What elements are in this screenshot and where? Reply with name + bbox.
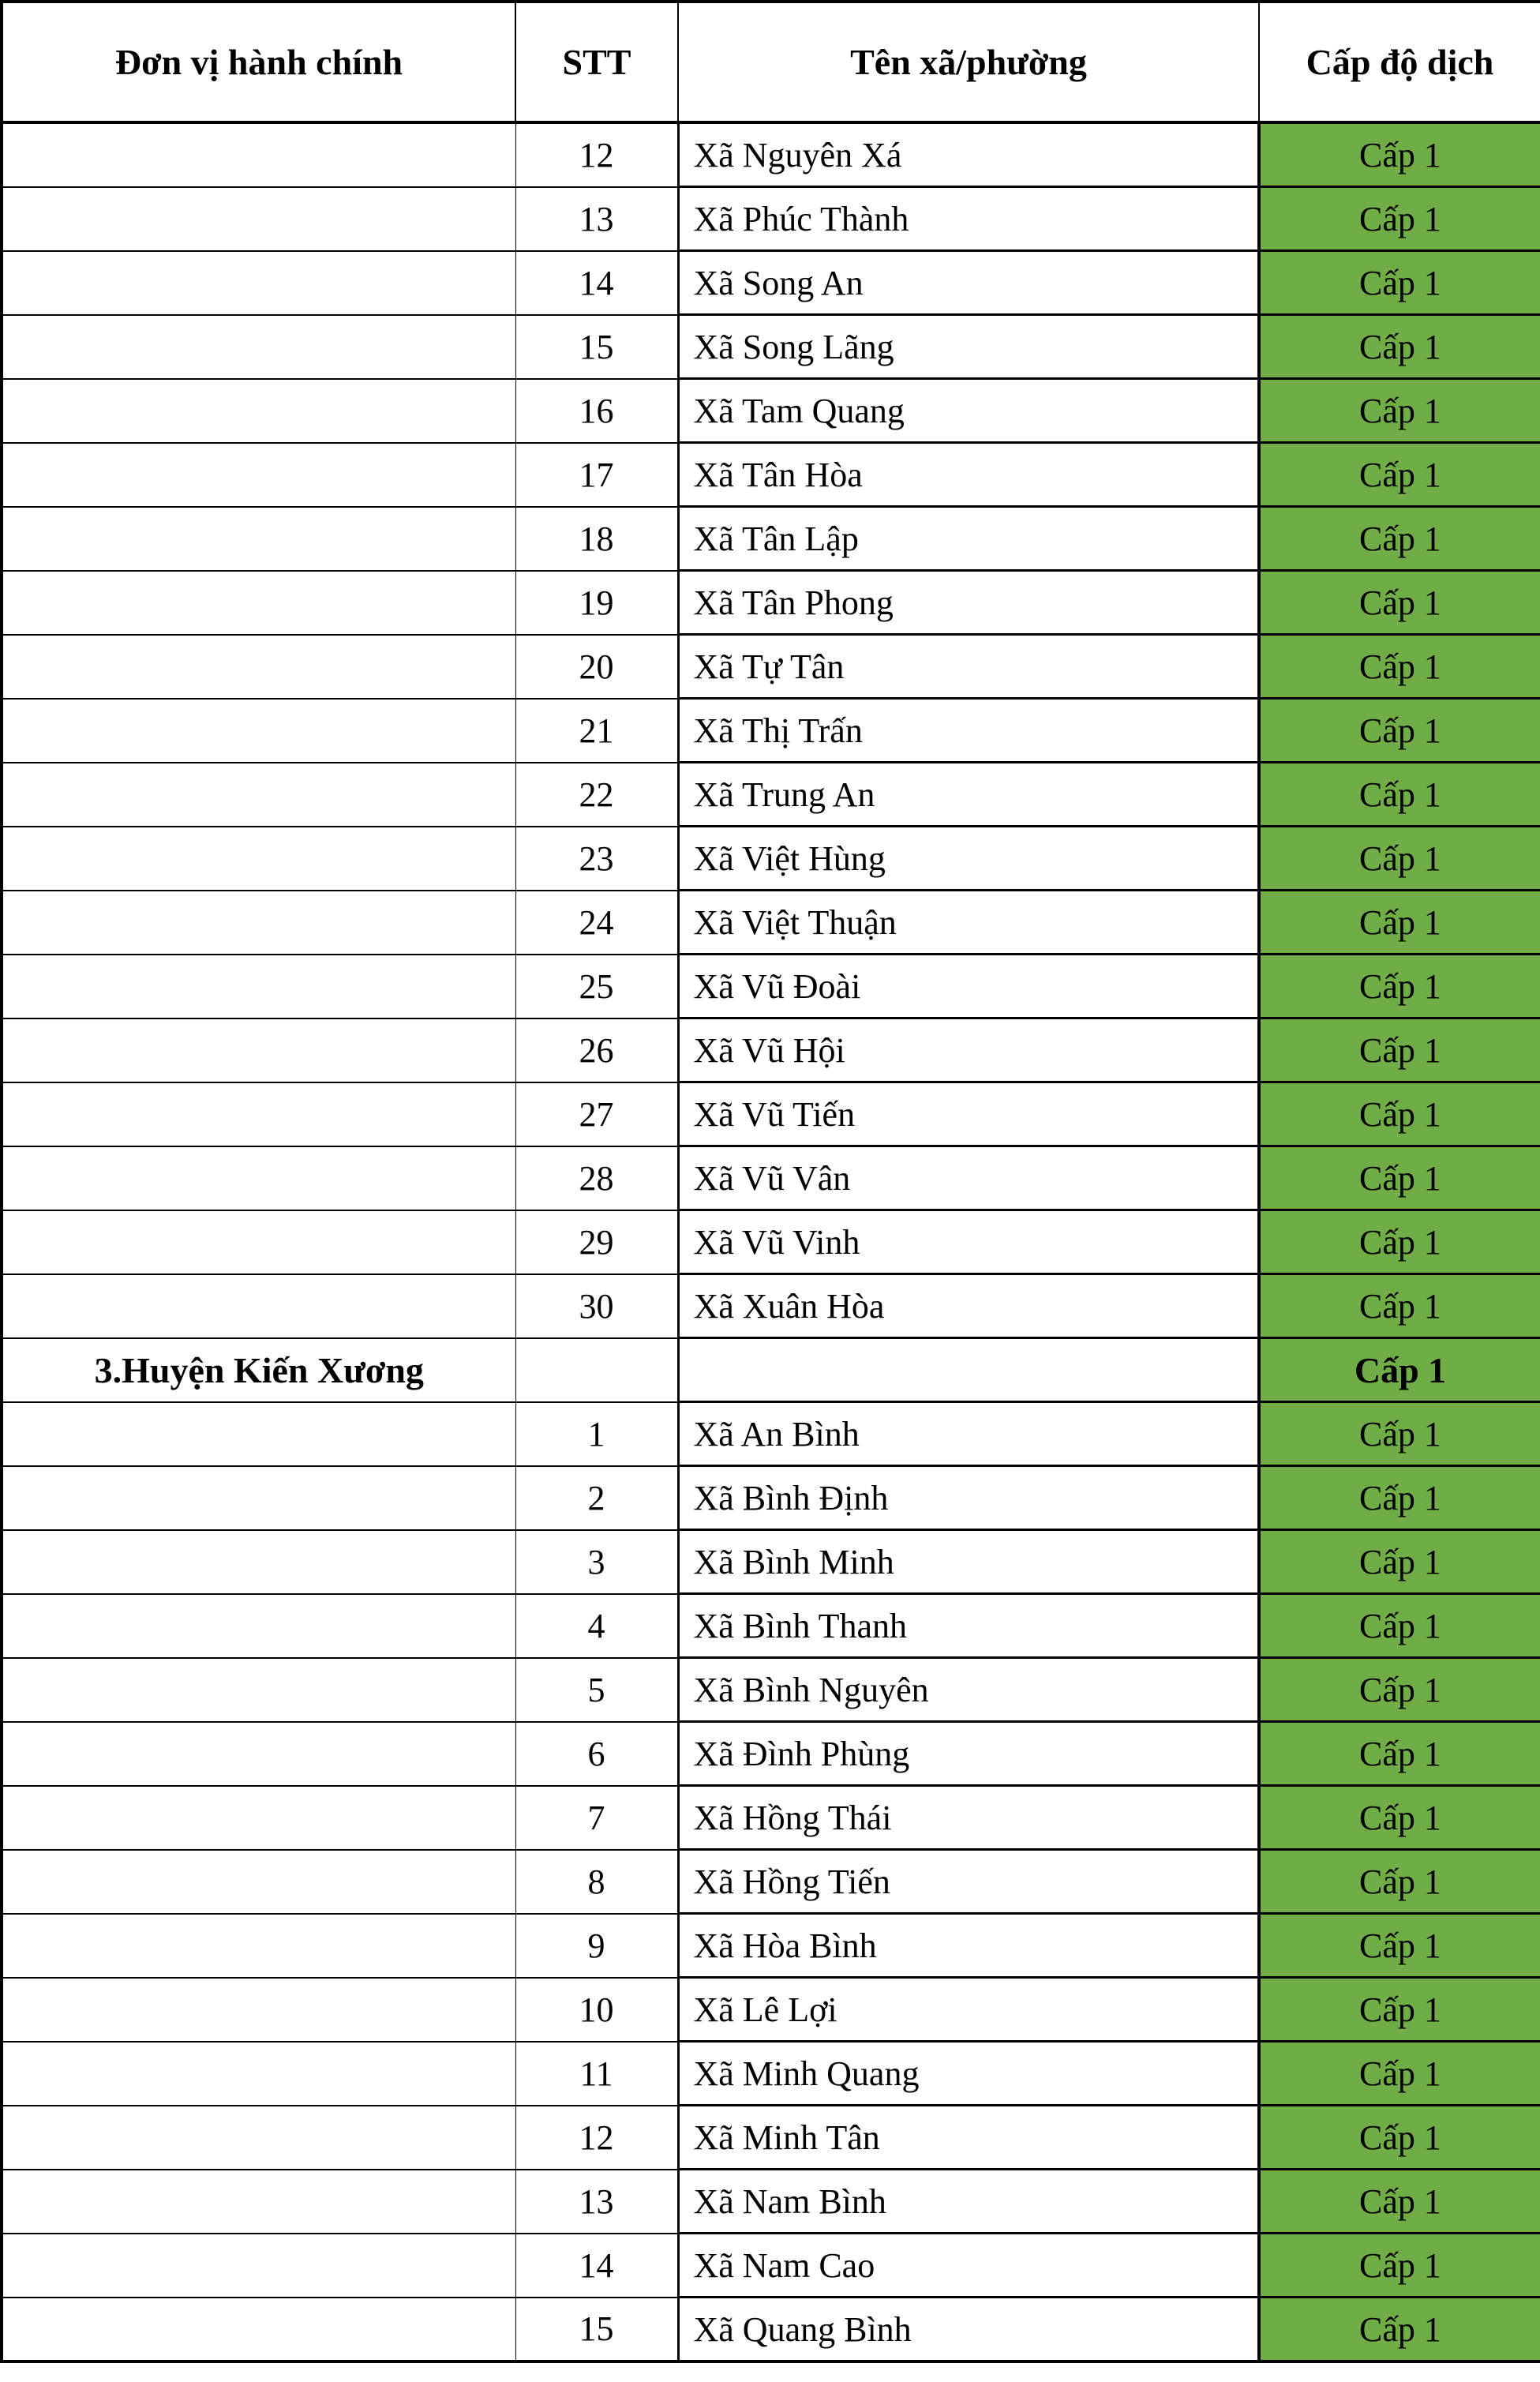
commune-name-cell: Xã Việt Thuận bbox=[678, 891, 1259, 955]
epidemic-level-cell: Cấp 1 bbox=[1259, 1978, 1540, 2042]
commune-name-cell: Xã Nguyên Xá bbox=[678, 122, 1259, 187]
commune-name-cell: Xã Song Lãng bbox=[678, 315, 1259, 379]
epidemic-level-cell: Cấp 1 bbox=[1259, 2106, 1540, 2170]
table-row bbox=[2, 1914, 1540, 1978]
stt-cell: 14 bbox=[515, 2234, 678, 2298]
admin-unit-cell bbox=[2, 251, 515, 315]
commune-name-cell: Xã Song An bbox=[678, 251, 1259, 315]
admin-unit-cell: 3.Huyện Kiến Xương bbox=[2, 1338, 515, 1402]
admin-unit-cell bbox=[2, 1978, 515, 2042]
epidemic-level-cell: Cấp 1 bbox=[1259, 1530, 1540, 1594]
table-row bbox=[2, 1402, 1540, 1466]
admin-unit-cell bbox=[2, 1914, 515, 1978]
commune-name-cell: Xã Bình Nguyên bbox=[678, 1658, 1259, 1722]
commune-name-cell: Xã Vũ Hội bbox=[678, 1018, 1259, 1082]
epidemic-level-cell: Cấp 1 bbox=[1259, 699, 1540, 763]
epidemic-level-cell: Cấp 1 bbox=[1259, 1722, 1540, 1786]
table-row bbox=[2, 251, 1540, 315]
admin-unit-cell bbox=[2, 571, 515, 635]
commune-name-cell: Xã Tân Phong bbox=[678, 571, 1259, 635]
commune-name-cell: Xã Đình Phùng bbox=[678, 1722, 1259, 1786]
admin-unit-cell bbox=[2, 1402, 515, 1466]
stt-cell: 23 bbox=[515, 827, 678, 891]
commune-name-cell: Xã Vũ Đoài bbox=[678, 955, 1259, 1018]
commune-name-cell: Xã Tự Tân bbox=[678, 635, 1259, 699]
stt-cell: 10 bbox=[515, 1978, 678, 2042]
admin-unit-cell bbox=[2, 1466, 515, 1530]
table-row bbox=[2, 2042, 1540, 2106]
admin-unit-cell bbox=[2, 315, 515, 379]
table-row bbox=[2, 2234, 1540, 2298]
commune-name-cell bbox=[678, 1338, 1259, 1402]
epidemic-level-cell: Cấp 1 bbox=[1259, 635, 1540, 699]
epidemic-level-cell: Cấp 1 bbox=[1259, 251, 1540, 315]
stt-cell: 16 bbox=[515, 379, 678, 443]
stt-cell: 17 bbox=[515, 443, 678, 507]
stt-cell: 30 bbox=[515, 1274, 678, 1338]
commune-name-cell: Xã Tân Hòa bbox=[678, 443, 1259, 507]
stt-cell: 12 bbox=[515, 122, 678, 187]
table-row bbox=[2, 635, 1540, 699]
table-row bbox=[2, 379, 1540, 443]
admin-unit-cell bbox=[2, 2298, 515, 2362]
admin-unit-cell bbox=[2, 1146, 515, 1210]
admin-unit-cell bbox=[2, 699, 515, 763]
stt-cell: 14 bbox=[515, 251, 678, 315]
stt-cell bbox=[515, 1338, 678, 1402]
table-row bbox=[2, 1722, 1540, 1786]
commune-name-cell: Xã Hồng Thái bbox=[678, 1786, 1259, 1850]
table-row bbox=[2, 1466, 1540, 1530]
admin-unit-cell bbox=[2, 379, 515, 443]
stt-cell: 24 bbox=[515, 891, 678, 955]
admin-unit-cell bbox=[2, 955, 515, 1018]
stt-cell: 26 bbox=[515, 1018, 678, 1082]
commune-name-cell: Xã Bình Minh bbox=[678, 1530, 1259, 1594]
commune-name-cell: Xã An Bình bbox=[678, 1402, 1259, 1466]
admin-unit-cell bbox=[2, 1210, 515, 1274]
table-row bbox=[2, 1018, 1540, 1082]
admin-unit-cell bbox=[2, 507, 515, 571]
epidemic-level-cell: Cấp 1 bbox=[1259, 443, 1540, 507]
admin-unit-cell bbox=[2, 827, 515, 891]
epidemic-level-cell: Cấp 1 bbox=[1259, 571, 1540, 635]
stt-cell: 25 bbox=[515, 955, 678, 1018]
epidemic-level-cell: Cấp 1 bbox=[1259, 763, 1540, 827]
admin-unit-cell bbox=[2, 1274, 515, 1338]
admin-unit-cell bbox=[2, 1786, 515, 1850]
epidemic-level-cell: Cấp 1 bbox=[1259, 1402, 1540, 1466]
admin-unit-cell bbox=[2, 2106, 515, 2170]
epidemic-level-cell: Cấp 1 bbox=[1259, 1210, 1540, 1274]
stt-cell: 18 bbox=[515, 507, 678, 571]
commune-name-cell: Xã Quang Bình bbox=[678, 2298, 1259, 2362]
table-row bbox=[2, 122, 1540, 187]
table-row bbox=[2, 2170, 1540, 2234]
stt-cell: 28 bbox=[515, 1146, 678, 1210]
table-row bbox=[2, 2298, 1540, 2362]
commune-name-cell: Xã Bình Thanh bbox=[678, 1594, 1259, 1658]
table-row bbox=[2, 507, 1540, 571]
table-row bbox=[2, 2106, 1540, 2170]
commune-name-cell: Xã Minh Quang bbox=[678, 2042, 1259, 2106]
epidemic-level-cell: Cấp 1 bbox=[1259, 1082, 1540, 1146]
table-row bbox=[2, 1978, 1540, 2042]
commune-name-cell: Xã Tam Quang bbox=[678, 379, 1259, 443]
stt-cell: 6 bbox=[515, 1722, 678, 1786]
table-row bbox=[2, 763, 1540, 827]
epidemic-level-cell: Cấp 1 bbox=[1259, 1658, 1540, 1722]
table-row bbox=[2, 571, 1540, 635]
stt-cell: 5 bbox=[515, 1658, 678, 1722]
epidemic-level-cell: Cấp 1 bbox=[1259, 955, 1540, 1018]
commune-name-cell: Xã Minh Tân bbox=[678, 2106, 1259, 2170]
epidemic-level-cell: Cấp 1 bbox=[1259, 2298, 1540, 2362]
commune-name-cell: Xã Vũ Tiến bbox=[678, 1082, 1259, 1146]
table-row bbox=[2, 315, 1540, 379]
epidemic-level-cell: Cấp 1 bbox=[1259, 1914, 1540, 1978]
table-row bbox=[2, 1786, 1540, 1850]
admin-unit-cell bbox=[2, 1018, 515, 1082]
commune-name-cell: Xã Việt Hùng bbox=[678, 827, 1259, 891]
stt-cell: 20 bbox=[515, 635, 678, 699]
admin-unit-cell bbox=[2, 1658, 515, 1722]
stt-cell: 9 bbox=[515, 1914, 678, 1978]
admin-unit-cell bbox=[2, 2170, 515, 2234]
admin-unit-cell bbox=[2, 1530, 515, 1594]
epidemic-level-cell: Cấp 1 bbox=[1259, 2042, 1540, 2106]
commune-name-cell: Xã Vũ Vân bbox=[678, 1146, 1259, 1210]
commune-name-cell: Xã Hòa Bình bbox=[678, 1914, 1259, 1978]
epidemic-level-cell: Cấp 1 bbox=[1259, 2170, 1540, 2234]
table-row bbox=[2, 827, 1540, 891]
commune-name-cell: Xã Hồng Tiến bbox=[678, 1850, 1259, 1914]
commune-name-cell: Xã Bình Định bbox=[678, 1466, 1259, 1530]
commune-name-cell: Xã Tân Lập bbox=[678, 507, 1259, 571]
stt-cell: 13 bbox=[515, 187, 678, 251]
stt-cell: 12 bbox=[515, 2106, 678, 2170]
stt-cell: 15 bbox=[515, 315, 678, 379]
table-row bbox=[2, 891, 1540, 955]
header-admin-unit: Đơn vị hành chính bbox=[2, 2, 515, 122]
stt-cell: 29 bbox=[515, 1210, 678, 1274]
commune-name-cell: Xã Vũ Vinh bbox=[678, 1210, 1259, 1274]
table-row bbox=[2, 1850, 1540, 1914]
epidemic-level-cell: Cấp 1 bbox=[1259, 1594, 1540, 1658]
admin-unit-cell bbox=[2, 763, 515, 827]
table-row bbox=[2, 1338, 1540, 1402]
stt-cell: 22 bbox=[515, 763, 678, 827]
epidemic-level-cell: Cấp 1 bbox=[1259, 1018, 1540, 1082]
table-header-row bbox=[2, 2, 1540, 122]
admin-unit-cell bbox=[2, 122, 515, 187]
commune-name-cell: Xã Trung An bbox=[678, 763, 1259, 827]
table-row bbox=[2, 1530, 1540, 1594]
header-stt: STT bbox=[515, 2, 678, 122]
table-row bbox=[2, 1594, 1540, 1658]
commune-name-cell: Xã Phúc Thành bbox=[678, 187, 1259, 251]
stt-cell: 2 bbox=[515, 1466, 678, 1530]
admin-unit-cell bbox=[2, 1082, 515, 1146]
epidemic-level-cell: Cấp 1 bbox=[1259, 1850, 1540, 1914]
table-row bbox=[2, 1082, 1540, 1146]
admin-unit-cell bbox=[2, 891, 515, 955]
admin-unit-cell bbox=[2, 2042, 515, 2106]
stt-cell: 15 bbox=[515, 2298, 678, 2362]
stt-cell: 21 bbox=[515, 699, 678, 763]
table-row bbox=[2, 1210, 1540, 1274]
commune-name-cell: Xã Xuân Hòa bbox=[678, 1274, 1259, 1338]
table-row bbox=[2, 955, 1540, 1018]
admin-unit-cell bbox=[2, 443, 515, 507]
epidemic-level-cell: Cấp 1 bbox=[1259, 1338, 1540, 1402]
admin-unit-cell bbox=[2, 635, 515, 699]
admin-unit-cell bbox=[2, 2234, 515, 2298]
stt-cell: 4 bbox=[515, 1594, 678, 1658]
stt-cell: 1 bbox=[515, 1402, 678, 1466]
stt-cell: 8 bbox=[515, 1850, 678, 1914]
epidemic-level-cell: Cấp 1 bbox=[1259, 2234, 1540, 2298]
admin-unit-cell bbox=[2, 1722, 515, 1786]
header-epidemic-level: Cấp độ dịch bbox=[1259, 2, 1540, 122]
epidemic-level-cell: Cấp 1 bbox=[1259, 1466, 1540, 1530]
commune-name-cell: Xã Lê Lợi bbox=[678, 1978, 1259, 2042]
admin-unit-cell bbox=[2, 1594, 515, 1658]
stt-cell: 7 bbox=[515, 1786, 678, 1850]
table-row bbox=[2, 1274, 1540, 1338]
stt-cell: 13 bbox=[515, 2170, 678, 2234]
table-row bbox=[2, 1658, 1540, 1722]
admin-unit-cell bbox=[2, 1850, 515, 1914]
epidemic-level-cell: Cấp 1 bbox=[1259, 379, 1540, 443]
stt-cell: 11 bbox=[515, 2042, 678, 2106]
epidemic-level-cell: Cấp 1 bbox=[1259, 827, 1540, 891]
table-row bbox=[2, 699, 1540, 763]
header-commune-name: Tên xã/phường bbox=[678, 2, 1259, 122]
stt-cell: 27 bbox=[515, 1082, 678, 1146]
epidemic-level-cell: Cấp 1 bbox=[1259, 122, 1540, 187]
stt-cell: 3 bbox=[515, 1530, 678, 1594]
commune-name-cell: Xã Nam Cao bbox=[678, 2234, 1259, 2298]
table-row bbox=[2, 187, 1540, 251]
commune-name-cell: Xã Thị Trấn bbox=[678, 699, 1259, 763]
epidemic-level-cell: Cấp 1 bbox=[1259, 507, 1540, 571]
epidemic-level-cell: Cấp 1 bbox=[1259, 1274, 1540, 1338]
epidemic-level-cell: Cấp 1 bbox=[1259, 1146, 1540, 1210]
table-row bbox=[2, 1146, 1540, 1210]
table-row bbox=[2, 443, 1540, 507]
stt-cell: 19 bbox=[515, 571, 678, 635]
epidemic-level-cell: Cấp 1 bbox=[1259, 891, 1540, 955]
commune-name-cell: Xã Nam Bình bbox=[678, 2170, 1259, 2234]
admin-unit-cell bbox=[2, 187, 515, 251]
epidemic-level-cell: Cấp 1 bbox=[1259, 315, 1540, 379]
epidemic-level-cell: Cấp 1 bbox=[1259, 187, 1540, 251]
epidemic-level-cell: Cấp 1 bbox=[1259, 1786, 1540, 1850]
